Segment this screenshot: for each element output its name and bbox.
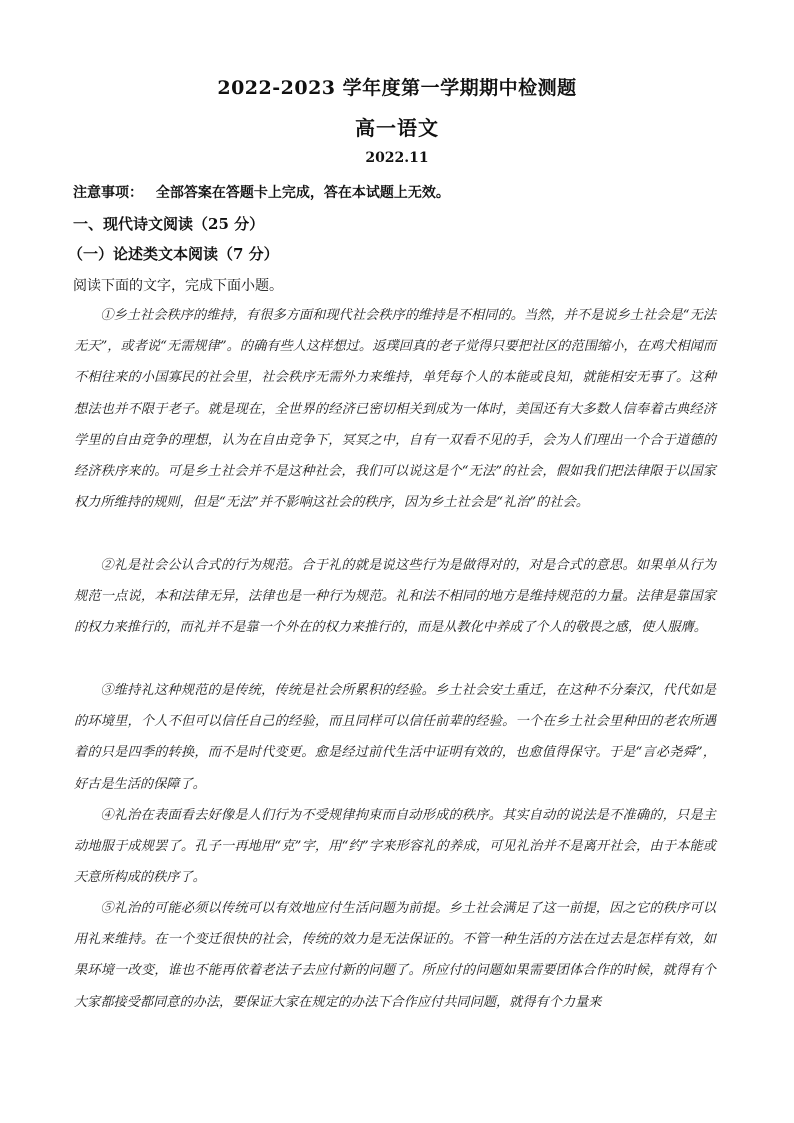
notice (73, 182, 723, 202)
paragraph-4: ④礼治在表面看去好像是人们行为不受规律拘束而自动形成的秩序。其实自动的说法是不准确的，只是主动地服于成规罢了。孔子一再地用“克”字，用“约”字来形容礼的养成，可见礼治并不是离开社会，由于本能或天意所构成的秩序了。 (74, 808, 716, 886)
reading-instruction: 阅读下面的文字，完成下面小题。 (73, 278, 283, 294)
notice-text: 全部答案在答题卡上完成，答在本试题上无效。 (155, 185, 450, 201)
exam-date: 2022.11 (365, 150, 429, 166)
paragraph-1: ①乡土社会秩序的维持，有很多方面和现代社会秩序的维持是不相同的。当然，并不是说乡土社会是“无法无天”，或者说“无需规律”。的确有些人这样想过。返璞回真的老子觉得只要把社区的范围缩小，在鸡犬相闻而不相往来的小国寡民的社会里，社会秩序无需外力来维持，单凭每个人的本能或良知，就能相安无事了。这种想法也并不限于老子。就是现在，全世界的经济已密切相关到成为一体时，美国还有大多数人信奉着古典经济学里的自由竞争的理想，认为在自由竞争下，冥冥之中，自有一双看不见的手，会为人们理出一个合于道德的经济秩序来的。可是乡土社会并不是这种社会，我们可以说这是个“无法”的社会，假如我们把法律限于以国家权力所维持的规则，但是“无法”并不影响这社会的秩序，因为乡土社会是“礼治”的社会。 (74, 308, 716, 511)
notice-label: 注意事项： (73, 185, 143, 201)
paragraph-2: ②礼是社会公认合式的行为规范。合于礼的就是说这些行为是做得对的，对是合式的意思。如果单从行为规范一点说，本和法律无异，法律也是一种行为规范。礼和法不相同的地方是维持规范的力量。法律是靠国家的权力来推行的，而礼并不是靠一个外在的权力来推行的，而是从教化中养成了个人的敬畏之感，使人服膺。 (74, 558, 716, 636)
section-heading-1-1: （一）论述类文本阅读（7 分） (68, 245, 279, 263)
paragraph-5: ⑤礼治的可能必须以传统可以有效地应付生活问题为前提。乡土社会满足了这一前提，因之它的秩序可以用礼来维持。在一个变迁很快的社会，传统的效力是无法保证的。不管一种生活的方法在过去是怎样有效，如果环境一改变，谁也不能再依着老法子去应付新的问题了。所应付的问题如果需要团体合作的时候，就得有个大家都接受都同意的办法，要保证大家在规定的办法下合作应付共同问题，就得有个力量来 (74, 901, 716, 1010)
exam-title: 2022-2023 学年度第一学期期中检测题 (217, 77, 577, 99)
subject-title: 高一语文 (355, 116, 439, 140)
paragraph-3: ③维持礼这种规范的是传统，传统是社会所累积的经验。乡土社会安土重迁，在这种不分秦汉，代代如是的环境里，个人不但可以信任自己的经验，而且同样可以信任前辈的经验。一个在乡土社会里种田的老农所遇着的只是四季的转换，而不是时代变更。愈是经过前代生活中证明有效的，也愈值得保守。于是“言必尧舜”，好古是生活的保障了。 (74, 683, 716, 792)
section-heading-1: 一、现代诗文阅读（25 分） (73, 215, 265, 233)
